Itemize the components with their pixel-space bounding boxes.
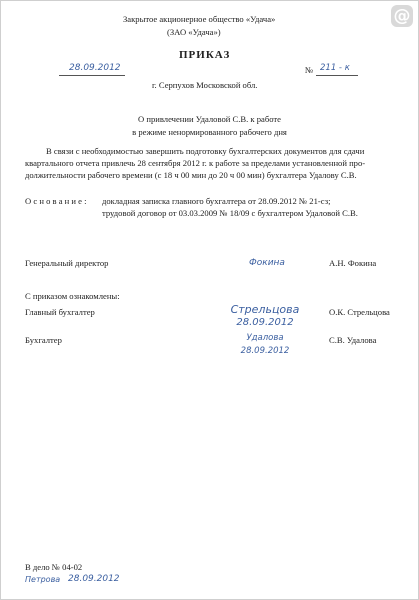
director-signature: Фокина: [249, 258, 285, 268]
archive-signature: Петрова: [25, 575, 61, 584]
org-short-name: (ЗАО «Удача»): [167, 27, 221, 37]
number-field: [316, 63, 358, 76]
chief-accountant-date: 28.09.2012: [236, 317, 294, 328]
accountant-signature: Удалова: [246, 333, 284, 343]
number-prefix: №: [305, 65, 314, 75]
chief-accountant-name: О.К. Стрельцова: [329, 307, 390, 317]
chief-accountant-signature: Стрельцова: [230, 303, 300, 316]
chief-accountant-role: Главный бухгалтер: [25, 307, 95, 317]
director-role: Генеральный директор: [25, 258, 109, 268]
document-title: ПРИКАЗ: [179, 49, 231, 61]
subject-line-1: О привлечении Удаловой С.В. к работе: [137, 114, 281, 124]
accountant-date: 28.09.2012: [240, 346, 290, 356]
basis-item-2: трудовой договор от 03.03.2009 № 18/09 с бухгалтером Удаловой С.В.: [102, 208, 358, 218]
basis-label: О с н о в а н и е :: [25, 196, 87, 206]
director-name: А.Н. Фокина: [329, 258, 377, 268]
subject-line-2: в режиме ненормированного рабочего дня: [132, 127, 287, 137]
date-field: [59, 63, 125, 76]
basis-item-1: докладная записка главного бухгалтера от 28.09.2012 № 21-сз;: [102, 196, 331, 206]
body-line-1: В связи с необходимостью завершить подготовку бухгалтерских документов для сдачи: [46, 146, 365, 156]
accountant-role: Бухгалтер: [25, 335, 62, 345]
body-line-3: должительности рабочего времени (с 18 ч 00 мин до 20 ч 00 мин) бухгалтера Удалову С.В.: [25, 170, 357, 180]
city: г. Серпухов Московской обл.: [152, 80, 258, 90]
archive-note: В дело № 04-02: [25, 562, 83, 572]
at-sign-icon: @: [391, 5, 413, 27]
number-value: 211 - к: [320, 63, 350, 73]
date-value: 28.09.2012: [69, 63, 121, 73]
archive-date: 28.09.2012: [68, 574, 120, 584]
accountant-name: С.В. Удалова: [329, 335, 377, 345]
body-line-2: квартального отчета привлечь 28 сентября 2012 г. к работе за пределами установленной про-: [25, 158, 366, 168]
org-full-name: Закрытое акционерное общество «Удача»: [123, 14, 276, 24]
acquainted-heading: С приказом ознакомлены:: [25, 291, 120, 301]
